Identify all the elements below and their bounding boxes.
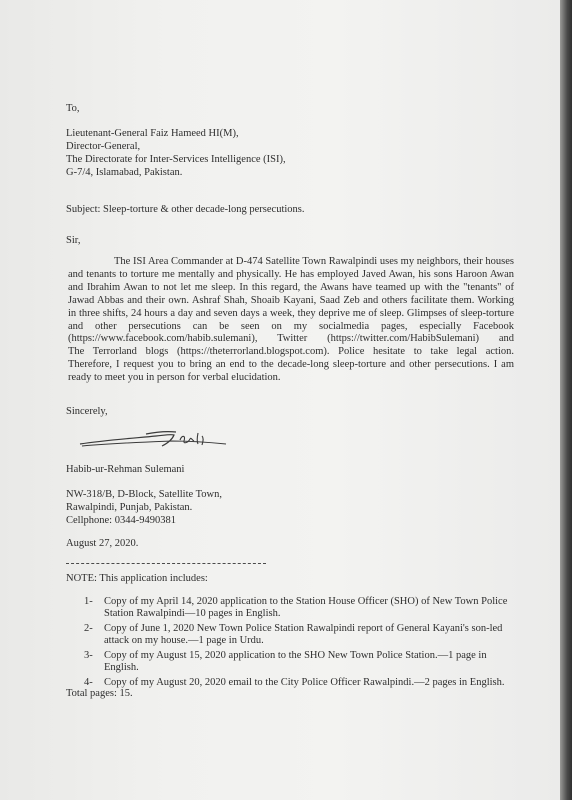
body-line: The ISI Area Commander at D-474 Satellite Town Rawalpindi uses my neighbors, their houses [114,256,514,267]
recipient-line: Lieutenant-General Faiz Hameed HI(M), [66,128,239,139]
subject-line: Subject: Sleep-torture & other decade-long persecutions. [66,204,305,215]
note-line: Copy of my August 15, 2020 application to the SHO New Town Police Station.—1 page in [104,650,487,661]
body-line: Therefore, I request you to bring an end to the decade-long sleep-torture and other persecutions. I am [68,359,514,371]
note-number: 1- [84,596,93,607]
body-line: and tenants to torture me mentally and physically. He has employed Javed Awan, his sons Haroon Awan [68,268,514,280]
address-line: Rawalpindi, Punjab, Pakistan. [66,502,193,513]
divider [66,563,266,564]
sender-name: Habib-ur-Rehman Sulemani [66,464,185,475]
recipient-line: Director-General, [66,141,141,152]
note-item [84,623,516,647]
total-pages: Total pages: 15. [66,688,133,699]
note-item [84,677,516,689]
note-line: Station Rawalpindi—10 pages in English. [104,608,281,619]
note-line: Copy of my April 14, 2020 application to the Station House Officer (SHO) of New Town Police [104,596,508,607]
closing: Sincerely, [66,406,108,417]
address-line: Cellphone: 0344-9490381 [66,515,176,526]
page-edge-shadow [560,0,572,800]
body-line: and other persecutions can be seen on my socialmedia pages, especially Facebook [68,320,514,332]
body-line-links: The Terrorland blogs (https://theterrorland.blogspot.com). Police hesitate to take legal action. [68,346,514,358]
body-line-links: (https://www.facebook.com/habib.sulemani), Twitter (https://twitter.com/HabibSulemani) and [68,333,514,345]
note-line: Copy of my August 20, 2020 email to the City Police Officer Rawalpindi.—2 pages in English. [104,677,505,688]
handwritten-signature [76,426,236,456]
recipient-line: G-7/4, Islamabad, Pakistan. [66,167,183,178]
note-number: 4- [84,677,93,688]
to-line: To, [66,103,80,114]
sender-address [66,488,222,527]
salutation: Sir, [66,235,81,246]
note-title: NOTE: This application includes: [66,573,208,584]
letter-date: August 27, 2020. [66,538,139,549]
recipient-line: The Directorate for Inter-Services Intelligence (ISI), [66,154,286,165]
note-number: 3- [84,650,93,661]
body-line: ready to meet you in person for verbal elucidation. [68,372,281,384]
address-line: NW-318/B, D-Block, Satellite Town, [66,489,222,500]
note-line: Copy of June 1, 2020 New Town Police Station Rawalpindi report of General Kayani's son-led [104,623,503,634]
note-item [84,596,516,620]
recipient-address [66,127,286,179]
note-line: English. [104,662,139,673]
body-line: Jawad Abbas and their own. Ashraf Shah, Shoaib Kayani, Saad Zeb and others facilitate them. Working [68,294,514,306]
note-number: 2- [84,623,93,634]
note-item [84,650,516,674]
note-line: attack on my house.—1 page in Urdu. [104,635,264,646]
body-line: in three shifts, 24 hours a day and seven days a week, they deprive me of sleep. Glimpses of sleep-torture [68,307,514,319]
letter-body [68,256,514,385]
note-list [84,596,516,692]
body-line: and Ibrahim Awan to not let me sleep. In this regard, the Awans have teamed up with the "tenants" of [68,281,514,293]
